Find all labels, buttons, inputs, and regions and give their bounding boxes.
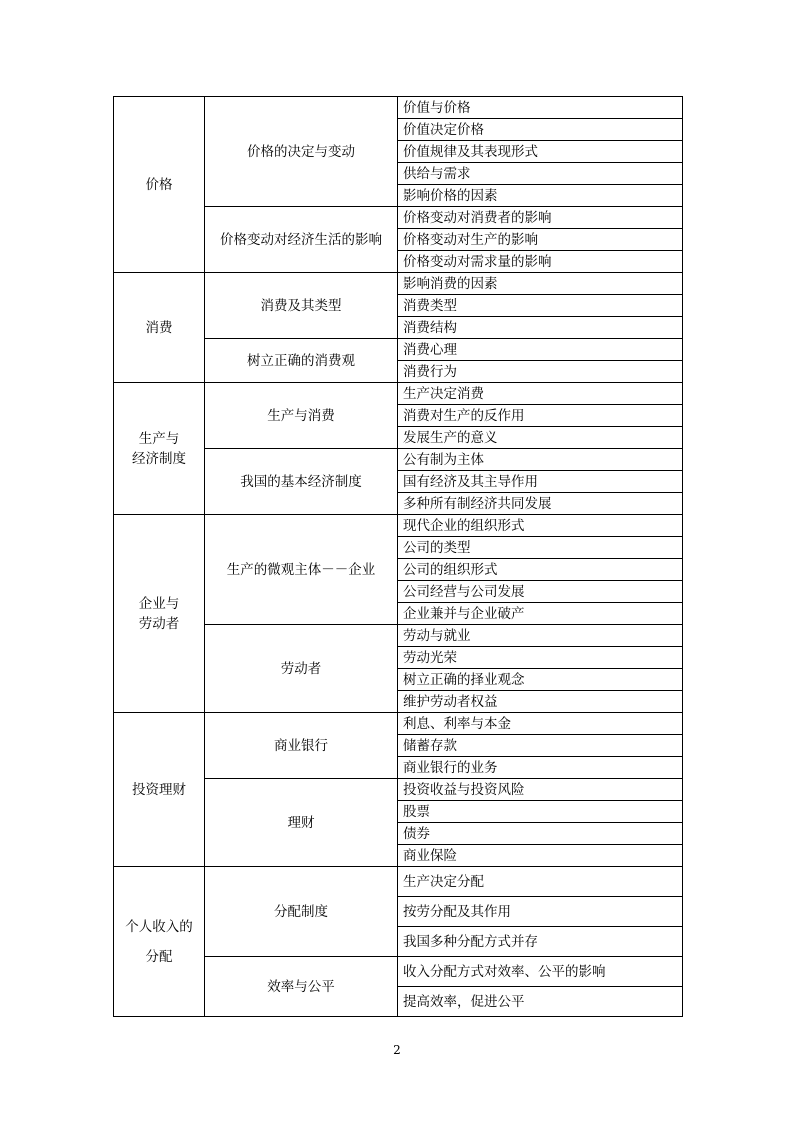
subsection-title: 生产与消费 bbox=[205, 383, 398, 449]
topic-item: 价值与价格 bbox=[398, 97, 683, 119]
topic-item: 公司经营与公司发展 bbox=[398, 581, 683, 603]
topic-item: 商业保险 bbox=[398, 845, 683, 867]
outline-row bbox=[114, 383, 683, 405]
topic-item: 收入分配方式对效率、公平的影响 bbox=[398, 957, 683, 987]
subsection-title: 分配制度 bbox=[205, 867, 398, 957]
topic-item: 价值规律及其表现形式 bbox=[398, 141, 683, 163]
subsection-title: 消费及其类型 bbox=[205, 273, 398, 339]
topic-item: 劳动与就业 bbox=[398, 625, 683, 647]
topic-item: 企业兼并与企业破产 bbox=[398, 603, 683, 625]
topic-item: 影响消费的因素 bbox=[398, 273, 683, 295]
section-title: 价格 bbox=[114, 97, 205, 273]
topic-item: 树立正确的择业观念 bbox=[398, 669, 683, 691]
section-title: 消费 bbox=[114, 273, 205, 383]
subsection-title: 效率与公平 bbox=[205, 957, 398, 1017]
topic-item: 价值决定价格 bbox=[398, 119, 683, 141]
topic-item: 消费对生产的反作用 bbox=[398, 405, 683, 427]
outline-table bbox=[113, 96, 683, 1017]
topic-item: 公司的类型 bbox=[398, 537, 683, 559]
subsection-title: 价格变动对经济生活的影响 bbox=[205, 207, 398, 273]
subsection-title: 商业银行 bbox=[205, 713, 398, 779]
topic-item: 维护劳动者权益 bbox=[398, 691, 683, 713]
topic-item: 价格变动对需求量的影响 bbox=[398, 251, 683, 273]
topic-item: 消费结构 bbox=[398, 317, 683, 339]
topic-item: 影响价格的因素 bbox=[398, 185, 683, 207]
subsection-title: 劳动者 bbox=[205, 625, 398, 713]
section-title: 投资理财 bbox=[114, 713, 205, 867]
topic-item: 消费行为 bbox=[398, 361, 683, 383]
topic-item: 消费类型 bbox=[398, 295, 683, 317]
topic-item: 消费心理 bbox=[398, 339, 683, 361]
topic-item: 商业银行的业务 bbox=[398, 757, 683, 779]
topic-item: 利息、利率与本金 bbox=[398, 713, 683, 735]
outline-row bbox=[114, 515, 683, 537]
topic-item: 国有经济及其主导作用 bbox=[398, 471, 683, 493]
topic-item: 价格变动对生产的影响 bbox=[398, 229, 683, 251]
topic-item: 现代企业的组织形式 bbox=[398, 515, 683, 537]
section-title: 生产与 经济制度 bbox=[114, 383, 205, 515]
topic-item: 按劳分配及其作用 bbox=[398, 897, 683, 927]
section-title: 个人收入的 分配 bbox=[114, 867, 205, 1017]
subsection-title: 价格的决定与变动 bbox=[205, 97, 398, 207]
subsection-title: 我国的基本经济制度 bbox=[205, 449, 398, 515]
topic-item: 劳动光荣 bbox=[398, 647, 683, 669]
topic-item: 生产决定消费 bbox=[398, 383, 683, 405]
topic-item: 发展生产的意义 bbox=[398, 427, 683, 449]
outline-row bbox=[114, 97, 683, 119]
topic-item: 供给与需求 bbox=[398, 163, 683, 185]
subsection-title: 生产的微观主体－－企业 bbox=[205, 515, 398, 625]
topic-item: 公有制为主体 bbox=[398, 449, 683, 471]
topic-item: 多种所有制经济共同发展 bbox=[398, 493, 683, 515]
page-number: 2 bbox=[393, 1043, 401, 1057]
section-title: 企业与 劳动者 bbox=[114, 515, 205, 713]
topic-item: 提高效率，促进公平 bbox=[398, 987, 683, 1017]
outline-row bbox=[114, 867, 683, 897]
topic-item: 我国多种分配方式并存 bbox=[398, 927, 683, 957]
topic-item: 生产决定分配 bbox=[398, 867, 683, 897]
subsection-title: 树立正确的消费观 bbox=[205, 339, 398, 383]
topic-item: 投资收益与投资风险 bbox=[398, 779, 683, 801]
topic-item: 公司的组织形式 bbox=[398, 559, 683, 581]
topic-item: 债券 bbox=[398, 823, 683, 845]
topic-item: 价格变动对消费者的影响 bbox=[398, 207, 683, 229]
topic-item: 股票 bbox=[398, 801, 683, 823]
outline-row bbox=[114, 273, 683, 295]
subsection-title: 理财 bbox=[205, 779, 398, 867]
topic-item: 储蓄存款 bbox=[398, 735, 683, 757]
outline-row bbox=[114, 713, 683, 735]
